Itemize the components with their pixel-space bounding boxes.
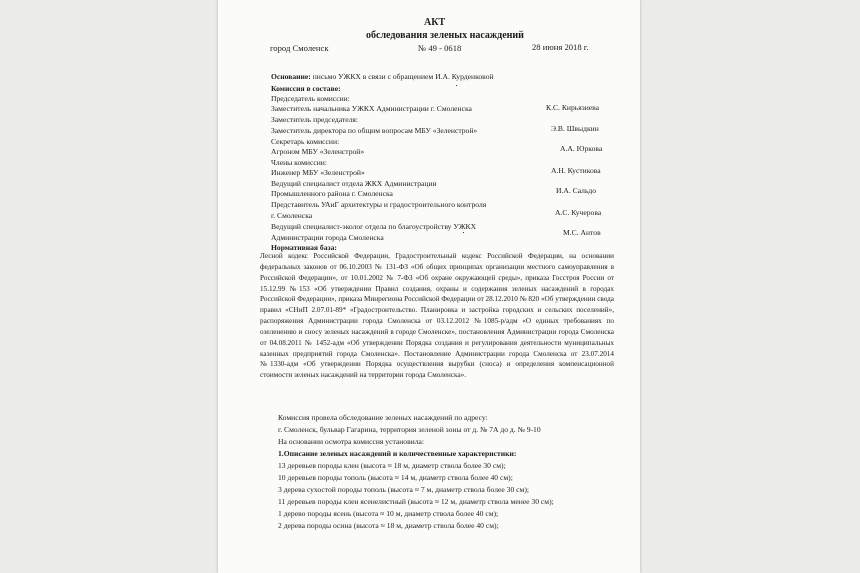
secretary-role: Секретарь комиссии:	[271, 137, 340, 146]
background-left	[0, 0, 218, 573]
secretary-name: А.А. Юркова	[560, 144, 603, 153]
doc-city: город Смоленск	[270, 43, 329, 53]
member3-name: А.С. Кучерова	[555, 208, 602, 217]
section1-title: 1.Описание зеленых насаждений и количественные характеристики:	[278, 449, 517, 458]
normative-label: Нормативная база:	[271, 243, 337, 252]
member4-desc-1: Ведущий специалист-эколог отдела по благоустройству УЖКХ	[271, 222, 477, 231]
tree-item: 11 деревьев породы клен ясенелистный (высота ≈ 12 м, диаметр ствола менее 30 см);	[278, 497, 554, 506]
survey-line-3: На основании осмотра комиссия установила:	[278, 437, 425, 446]
member4-name: М.С. Антов	[563, 228, 601, 237]
document-page	[218, 0, 640, 573]
doc-title: АКТ	[424, 17, 446, 28]
basis-text: письмо УЖКХ в связи с обращением И.А. Курденковой	[312, 72, 494, 81]
deputy-desc: Заместитель директора по общим вопросам МБУ «Зеленстрой»	[271, 126, 478, 135]
survey-line-1: Комиссия провела обследование зеленых насаждений по адресу:	[278, 413, 488, 422]
normative-text: Лесной кодекс Российской Федерации, Градостроительный кодекс Российской Федерации, на основании федеральных законов от 06.10.2003 № 131-ФЗ «Об общих принципах организации местного самоуправления в Российской Федерации», от 10.01.2002 № 7-ФЗ «Об охране окружающей среды», приказа Госстроя России от 15.12.99 №153 «Об утверждении Правил создания, охраны и содержания зеленых насаждений в городах Российской Федерации», приказа Минрегиона Российской Федерации от 28.12.2010 № 820 «Об утверждении свода правил «СНиП 2.07.01-89* «Градостроительство. Планировка и застройка городских и сельских поселений», распоряжения Администрации города Смоленска от 03.12.2012 №1085-р/адм «О единых требованиях по озеленению и сносу зеленых насаждений в городе Смоленске», постановления Администрации города Смоленска от 04.08.2011 № 1452-адм «Об утверждении Порядка создания и регулирования деятельности муниципальных казенных предприятий города Смоленска». Постановление Администрации города Смоленска от 23.07.2014 №1330-адм «Об утверждении Порядка осуществления вырубки (сноса) и определения компенсационной стоимости зеленых насаждений на территории города Смоленска».	[260, 252, 614, 380]
chair-role: Председатель комиссии:	[271, 94, 350, 103]
deputy-name: Э.В. Швыдкин	[551, 124, 599, 133]
tree-item: 1 дерево породы ясень (высота ≈ 10 м, диаметр ствола более 40 см);	[278, 509, 499, 518]
scan-speck	[463, 232, 464, 233]
member2-name: И.А. Сальдо	[556, 186, 597, 195]
member2-desc-2: Промышленного района г. Смоленска	[271, 189, 393, 198]
member1-name: А.Н. Кустикова	[551, 166, 601, 175]
tree-item: 2 дерева породы осина (высота ≈ 18 м, диаметр ствола более 40 см);	[278, 521, 499, 530]
deputy-role: Заместитель председателя:	[271, 115, 358, 124]
tree-item: 13 деревьев породы клен (высота ≈ 18 м, диаметр ствола более 30 см);	[278, 461, 506, 470]
background-right	[640, 0, 860, 573]
tree-item: 3 дерева сухостой породы тополь (высота ≈ 7 м, диаметр ствола более 30 см);	[278, 485, 529, 494]
member4-desc-2: Администрации города Смоленска	[271, 233, 384, 242]
basis-label: Основание:	[271, 72, 311, 81]
tree-item: 10 деревьев породы тополь (высота ≈ 14 м, диаметр ствола более 40 см);	[278, 473, 513, 482]
basis-line	[271, 72, 494, 81]
doc-number: № 49 - 0618	[418, 43, 462, 53]
member3-desc-2: г. Смоленска	[271, 211, 313, 220]
scan-speck	[456, 85, 457, 86]
doc-date: 28 июня 2018 г.	[532, 42, 589, 52]
doc-subtitle: обследования зеленых насаждений	[366, 30, 524, 41]
chair-desc: Заместитель начальника УЖКХ Администрации г. Смоленска	[271, 104, 472, 113]
survey-line-2: г. Смоленск, бульвар Гагарина, территория зеленой зоны от д. № 7А до д. № 9-10	[278, 425, 541, 434]
member1-desc: Инженер МБУ «Зеленстрой»	[271, 168, 365, 177]
member2-desc-1: Ведущий специалист отдела ЖКХ Администрации	[271, 179, 437, 188]
chair-name: К.С. Кирьязиева	[546, 103, 599, 112]
secretary-desc: Агроном МБУ «Зеленстрой»	[271, 147, 365, 156]
member3-desc-1: Представитель УАиГ архитектуры и градостроительного контроля	[271, 200, 487, 209]
commission-label: Комиссия в составе:	[271, 84, 341, 93]
members-role: Члены комиссии:	[271, 158, 327, 167]
